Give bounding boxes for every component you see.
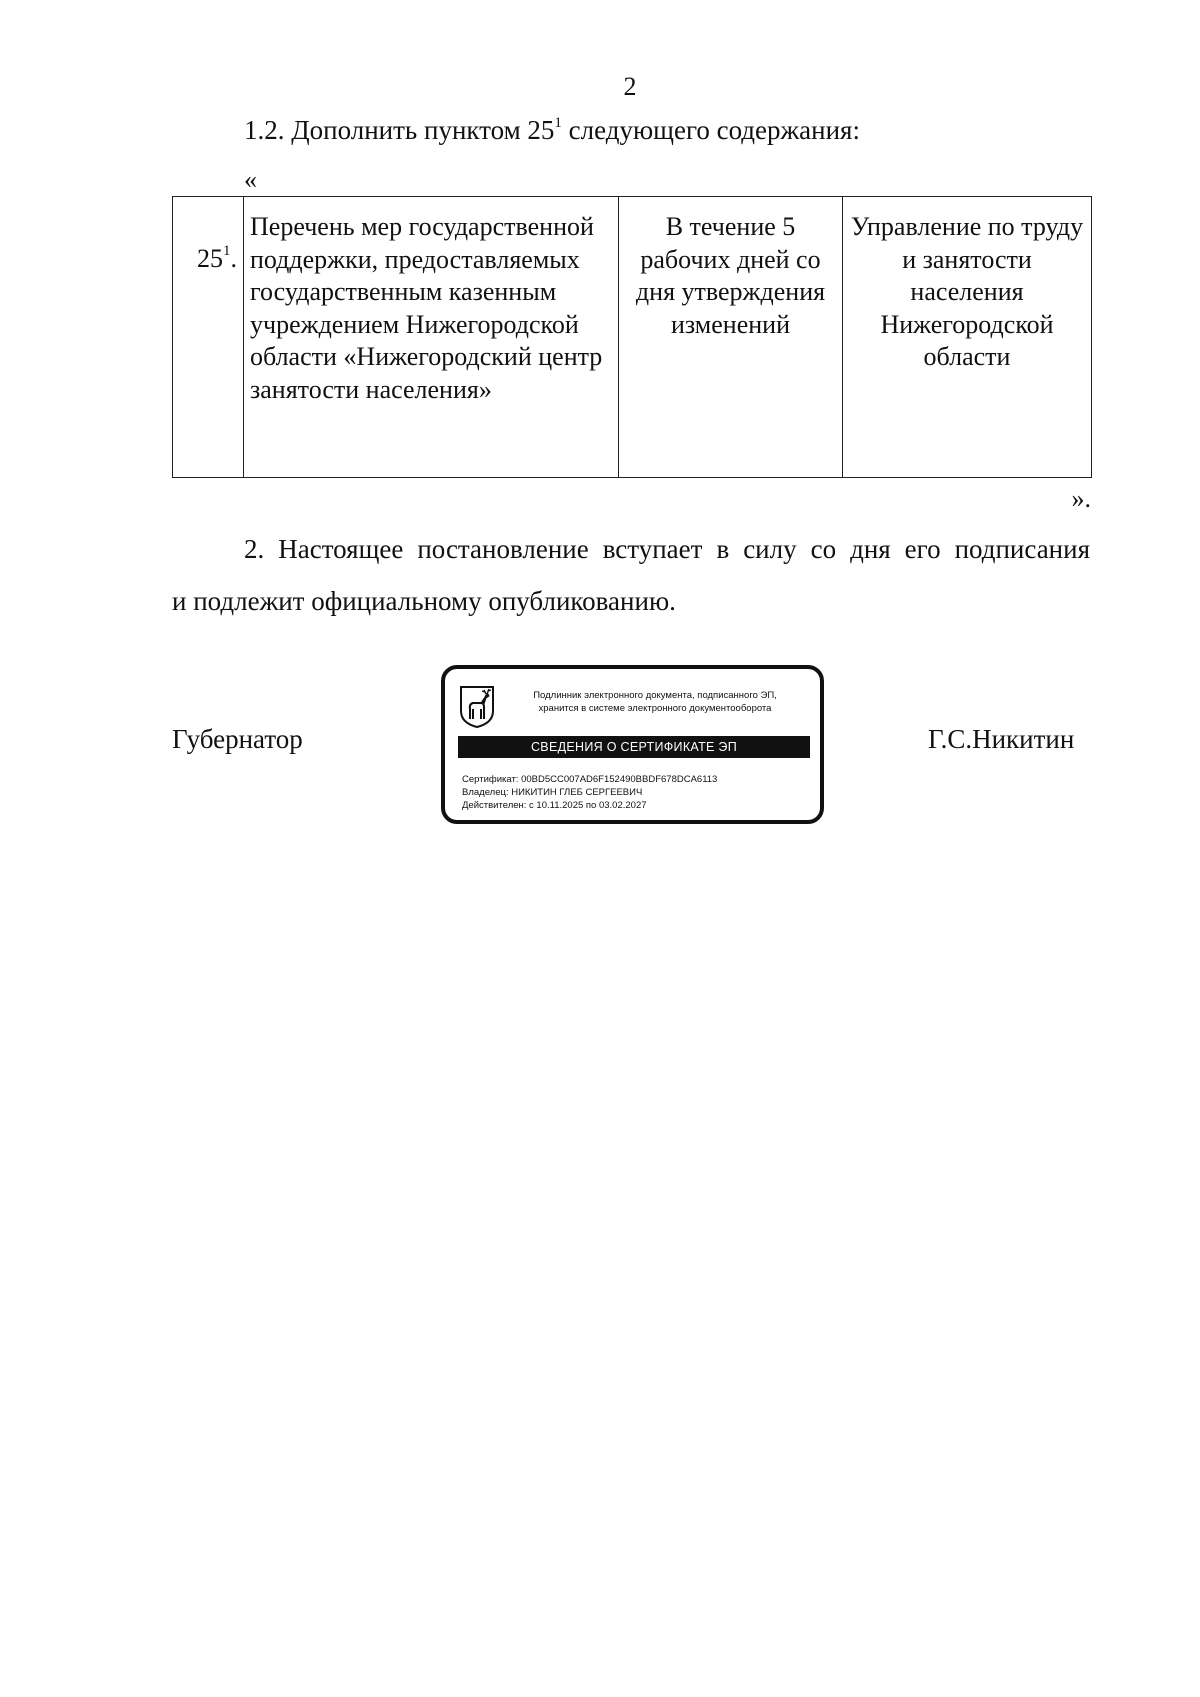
stamp-notice-line1: Подлинник электронного документа, подписанного ЭП, <box>533 690 777 701</box>
electronic-signature-stamp <box>441 665 824 824</box>
stamp-notice <box>505 689 805 715</box>
table-row <box>173 197 1092 478</box>
stamp-details <box>462 773 717 812</box>
item-number-cell <box>173 197 244 478</box>
intro-suffix: следующего содержания: <box>561 115 860 145</box>
closing-quote: ». <box>1071 484 1091 513</box>
item-responsible: Управление по труду и занятости населения Нижегородской области <box>843 197 1092 478</box>
intro-prefix: 1.2. Дополнить пунктом 25 <box>244 115 555 145</box>
item-number: 25 <box>197 244 223 273</box>
item-term: В течение 5 рабочих дней со дня утверждения изменений <box>619 197 843 478</box>
intro-paragraph <box>244 115 860 146</box>
item-description: Перечень мер государственной поддержки, предоставляемых государственным казенным учреждением Нижегородской области «Нижегородский центр занятости населения» <box>244 197 619 478</box>
item-number-superscript: 1 <box>223 243 231 259</box>
intro-superscript: 1 <box>554 115 562 131</box>
paragraph-2 <box>172 523 1090 627</box>
item-number-suffix: . <box>230 244 237 273</box>
stamp-valid: Действителен: с 10.11.2025 по 03.02.2027 <box>462 800 647 811</box>
signer-title: Губернатор <box>172 724 303 754</box>
amendment-table <box>172 196 1092 478</box>
deer-coat-of-arms-icon <box>459 685 495 729</box>
stamp-owner: Владелец: НИКИТИН ГЛЕБ СЕРГЕЕВИЧ <box>462 787 643 798</box>
paragraph-2-line2: и подлежит официальному опубликованию. <box>172 586 676 616</box>
stamp-certificate: Сертификат: 00BD5CC007AD6F152490BBDF678DCA6113 <box>462 774 718 785</box>
signer-name: Г.С.Никитин <box>928 724 1075 754</box>
stamp-notice-line2: хранится в системе электронного документооборота <box>538 703 772 714</box>
opening-quote: « <box>244 165 257 194</box>
paragraph-2-line1: 2. Настоящее постановление вступает в силу со дня его подписания <box>244 534 1090 564</box>
stamp-header: СВЕДЕНИЯ О СЕРТИФИКАТЕ ЭП <box>458 736 810 758</box>
page-number: 2 <box>623 72 637 101</box>
